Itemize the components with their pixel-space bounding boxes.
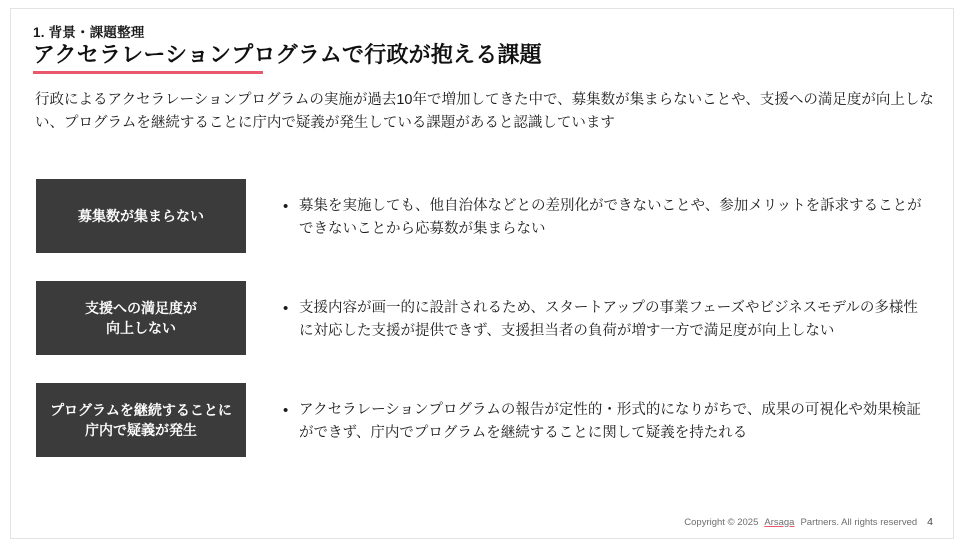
issue-bullet-1 [283,179,955,241]
issue-label-3: プログラムを継続することに 庁内で疑義が発生 [36,383,246,457]
bullet-marker-icon: • [283,198,289,215]
page-number: 4 [927,516,933,528]
issue-bullet-text-2: 支援内容が画一的に設計されるため、スタートアップの事業フェーズやビジネスモデルの多様性に対応した支援が提供できず、支援担当者の負荷が増す一方で満足度が向上しない [299,300,918,340]
bullet-marker-icon: • [283,402,289,419]
issue-label-1: 募集数が集まらない [36,179,246,253]
section-eyebrow: 1. 背景・課題整理 [33,25,145,40]
footer-brand: Arsaga [764,516,795,528]
lead-paragraph: 行政によるアクセラレーションプログラムの実施が過去10年で増加してきた中で、募集数が集まらないことや、支援への満足度が向上しない、プログラムを継続することに庁内で疑義が発生している課題があると認識しています [35,92,934,132]
page-title: アクセラレーションプログラムで行政が抱える課題 [33,42,542,67]
bullet-marker-icon: • [283,300,289,317]
footer-copyright-prefix: Copyright © 2025 [684,516,759,528]
issue-bullet-2 [283,281,955,343]
footer-copyright-suffix: Partners. All rights reserved [800,516,918,528]
issue-row [11,281,955,355]
issue-bullet-text-1: 募集を実施しても、他自治体などとの差別化ができないことや、参加メリットを訴求することができないことから応募数が集まらない [299,198,922,238]
issue-row [11,383,955,457]
issue-rows [11,179,955,457]
slide-footer [684,516,933,528]
slide-canvas [10,8,954,539]
page-title-wrap [33,41,542,69]
title-underline-accent [33,71,263,74]
issue-bullet-text-3: アクセラレーションプログラムの報告が定性的・形式的になりがちで、成果の可視化や効果検証ができず、庁内でプログラムを継続することに関して疑義を持たれる [299,402,921,442]
issue-label-2: 支援への満足度が 向上しない [36,281,246,355]
issue-bullet-3 [283,383,955,445]
issue-row [11,179,955,253]
